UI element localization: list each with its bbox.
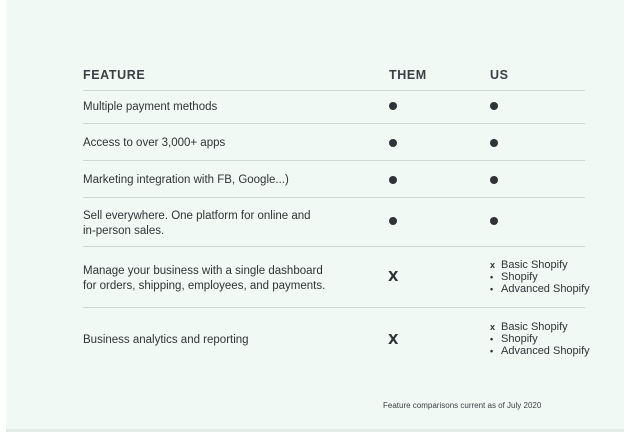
- feature-label-line: Sell everywhere. One platform for online and: [83, 210, 311, 222]
- plan-item: [490, 271, 590, 283]
- plan-label: Basic Shopify: [501, 259, 568, 271]
- us-plan-list: [490, 259, 590, 295]
- feature-label: Access to over 3,000+ apps: [83, 137, 226, 149]
- us-included-dot-icon: [490, 176, 498, 184]
- them-not-included-x-icon: X: [388, 332, 399, 348]
- table-row: [83, 90, 585, 123]
- them-included-dot-icon: [389, 102, 397, 110]
- plan-item: [490, 321, 590, 333]
- table-row: [83, 197, 585, 246]
- feature-label-line: Manage your business with a single dashboard: [83, 265, 323, 277]
- plan-item: [490, 283, 590, 295]
- plan-marker-icon: •: [490, 284, 494, 294]
- plan-label: Shopify: [501, 271, 538, 283]
- plan-label: Basic Shopify: [501, 321, 568, 333]
- panel-bottom-edge: [6, 429, 624, 432]
- feature-label: Business analytics and reporting: [83, 334, 249, 346]
- feature-label: [83, 264, 325, 293]
- plan-label: Advanced Shopify: [501, 283, 590, 295]
- us-plan-list: [490, 321, 590, 357]
- header-them: THEM: [389, 68, 427, 82]
- comparison-table: [83, 58, 590, 370]
- feature-label-line: in-person sales.: [83, 224, 165, 237]
- plan-label: Shopify: [501, 333, 538, 345]
- feature-label: [83, 209, 311, 238]
- table-header: [83, 58, 585, 90]
- us-included-dot-icon: [490, 217, 498, 225]
- plan-item: [490, 333, 590, 345]
- plan-label: Advanced Shopify: [501, 345, 590, 357]
- table-row: [83, 123, 585, 160]
- feature-label: Marketing integration with FB, Google...): [83, 174, 289, 186]
- them-included-dot-icon: [389, 217, 397, 225]
- them-included-dot-icon: [389, 176, 397, 184]
- table-row: [83, 307, 590, 370]
- table-row: [83, 246, 590, 307]
- plan-marker-icon: •: [490, 272, 494, 282]
- plan-marker-icon: x: [490, 260, 496, 270]
- us-included-dot-icon: [490, 102, 498, 110]
- header-feature: FEATURE: [83, 68, 146, 82]
- footnote: Feature comparisons current as of July 2020: [383, 401, 542, 410]
- plan-marker-icon: •: [490, 334, 494, 344]
- plan-item: [490, 345, 590, 357]
- us-included-dot-icon: [490, 139, 498, 147]
- them-included-dot-icon: [389, 139, 397, 147]
- comparison-panel: [6, 0, 624, 432]
- plan-marker-icon: x: [490, 322, 496, 332]
- plan-marker-icon: •: [490, 346, 494, 356]
- plan-item: [490, 259, 590, 271]
- header-us: US: [490, 68, 509, 82]
- feature-label-line: for orders, shipping, employees, and payments.: [83, 279, 326, 292]
- them-not-included-x-icon: X: [388, 269, 399, 285]
- feature-label: Multiple payment methods: [83, 101, 218, 113]
- table-row: [83, 160, 585, 197]
